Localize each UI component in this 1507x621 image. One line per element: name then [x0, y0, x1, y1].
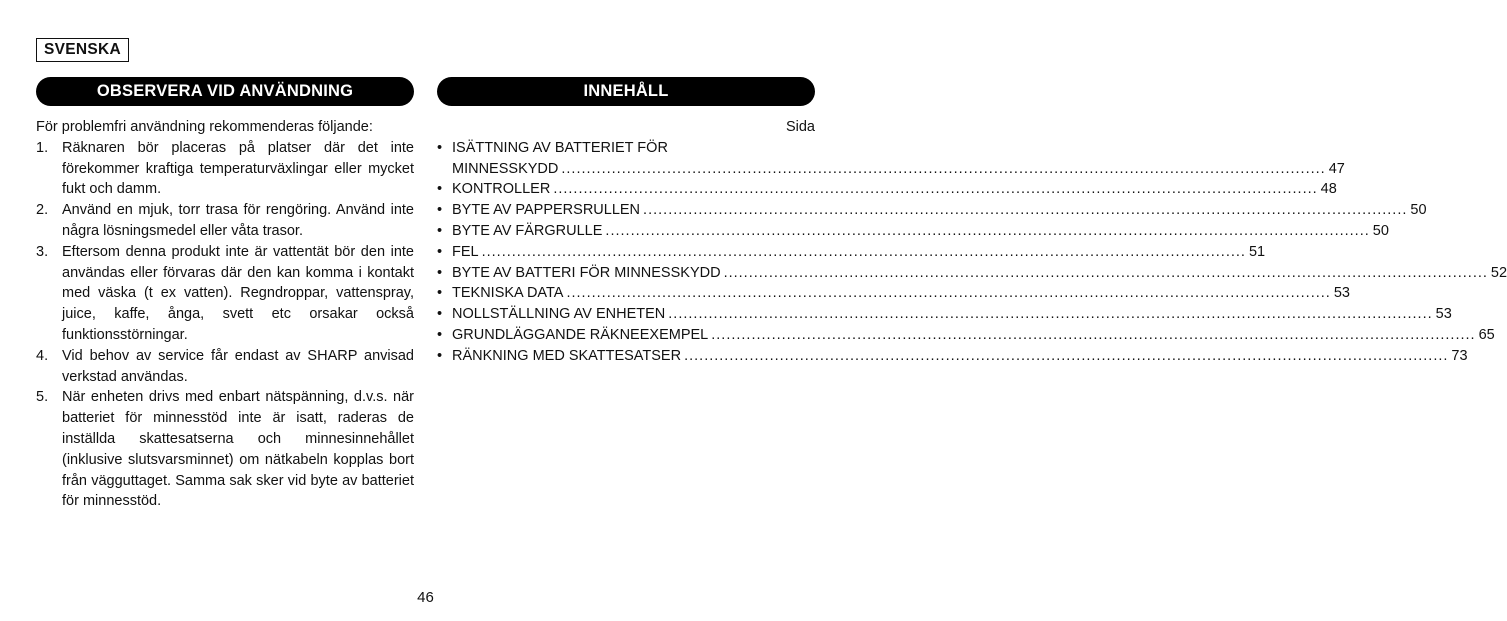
page-column-label: Sida	[785, 119, 815, 135]
dot-leader	[561, 159, 1325, 180]
item-number: 5.	[36, 389, 49, 406]
item-text: Räknaren bör placeras på platser där det inte förekommer kraftiga temperaturväxlingar eller mycket fukt och damm.	[62, 139, 414, 198]
dot-leader	[553, 179, 1317, 200]
toc-label: KONTROLLER	[452, 181, 551, 198]
precautions-intro: För problemfri användning rekommenderas följande:	[36, 119, 373, 135]
dot-leader	[605, 221, 1369, 242]
item-text: Använd en mjuk, torr trasa för rengöring. Använd inte några lösningsmedel eller våta trasor.	[62, 202, 414, 239]
toc-label: GRUNDLÄGGANDE RÄKNEEXEMPEL	[452, 326, 709, 343]
page-number: 46	[417, 589, 434, 606]
dot-leader	[668, 304, 1432, 325]
dot-leader	[566, 283, 1330, 304]
precaution-item	[36, 242, 414, 346]
dot-leader	[684, 346, 1448, 367]
bullet-icon: •	[437, 222, 443, 239]
toc-item[interactable]	[437, 263, 1507, 284]
bullet-icon: •	[437, 243, 443, 260]
toc-label: TEKNISKA DATA	[452, 285, 564, 302]
toc-page: 53	[1333, 285, 1350, 302]
bullet-icon: •	[437, 264, 443, 281]
item-number: 4.	[36, 347, 49, 364]
toc-item[interactable]	[437, 346, 1468, 367]
bullet-icon: •	[437, 181, 443, 198]
toc-item[interactable]	[437, 179, 1337, 200]
toc-page: 65	[1478, 326, 1495, 343]
toc-item[interactable]	[437, 283, 1350, 304]
toc-page: 50	[1372, 222, 1389, 239]
bullet-icon: •	[437, 326, 443, 343]
toc-item[interactable]	[437, 221, 1389, 242]
dot-leader	[482, 242, 1246, 263]
precaution-item	[36, 138, 414, 200]
toc-item[interactable]	[437, 325, 1495, 346]
item-text: Eftersom denna produkt inte är vattentät bör den inte användas eller förvaras där den kan komma i kontakt med väska (t ex vatten). Regndroppar, vattenspray, juice, kaffe, ånga, svett etc orsakar också funktionsstörningar.	[62, 243, 414, 343]
dot-leader	[711, 325, 1475, 346]
contents-heading: INNEHÅLL	[437, 77, 815, 106]
toc-label: FEL	[452, 243, 479, 260]
bullet-icon: •	[437, 306, 443, 323]
toc-label: MINNESSKYDD	[452, 160, 559, 177]
toc-label-line1: ISÄTTNING AV BATTERIET FÖR	[452, 139, 668, 156]
precaution-item	[36, 200, 414, 242]
toc-label: RÄNKNING MED SKATTESATSER	[452, 347, 682, 364]
precaution-item	[36, 387, 414, 512]
bullet-icon: •	[437, 139, 443, 156]
contents-section	[437, 117, 1507, 367]
toc-label: BYTE AV FÄRGRULLE	[452, 222, 603, 239]
toc-item[interactable]	[437, 242, 1266, 263]
bullet-icon: •	[437, 202, 443, 219]
item-text: Vid behov av service får endast av SHARP anvisad verkstad användas.	[62, 347, 414, 385]
toc-page: 52	[1490, 264, 1507, 281]
precautions-heading: OBSERVERA VID ANVÄNDNING	[36, 77, 414, 106]
dot-leader	[643, 200, 1407, 221]
toc-label: BYTE AV BATTERI FÖR MINNESSKYDD	[452, 264, 721, 281]
item-text: När enheten drivs med enbart nätspänning, d.v.s. när batteriet för minnesstöd inte är isatt, raderas de inställda skattesatserna och minnesinnehållet (inklusive slutsvarsminnet) om nätkabeln kopplas bort från vägguttaget. Samma sak sker vid byte av batteriet för minnesstöd.	[62, 389, 414, 510]
toc-item[interactable]	[437, 200, 1427, 221]
precautions-list	[36, 138, 414, 512]
contents-list	[437, 138, 1507, 367]
toc-page: 51	[1248, 243, 1266, 260]
item-number: 3.	[36, 243, 49, 260]
toc-page: 53	[1435, 306, 1452, 323]
precautions-section	[36, 117, 414, 512]
language-tag: SVENSKA	[36, 38, 129, 62]
toc-page: 73	[1451, 347, 1468, 364]
item-number: 2.	[36, 202, 49, 219]
toc-page: 48	[1320, 181, 1337, 198]
dot-leader	[724, 263, 1488, 284]
toc-page: 50	[1410, 202, 1427, 219]
toc-page: 47	[1328, 160, 1345, 177]
toc-label: BYTE AV PAPPERSRULLEN	[452, 202, 641, 219]
toc-item[interactable]	[437, 304, 1452, 325]
precaution-item	[36, 346, 414, 388]
bullet-icon: •	[437, 347, 443, 364]
toc-label: NOLLSTÄLLNING AV ENHETEN	[452, 306, 666, 323]
item-number: 1.	[36, 139, 49, 156]
bullet-icon: •	[437, 285, 443, 302]
toc-item[interactable]	[437, 138, 1345, 180]
